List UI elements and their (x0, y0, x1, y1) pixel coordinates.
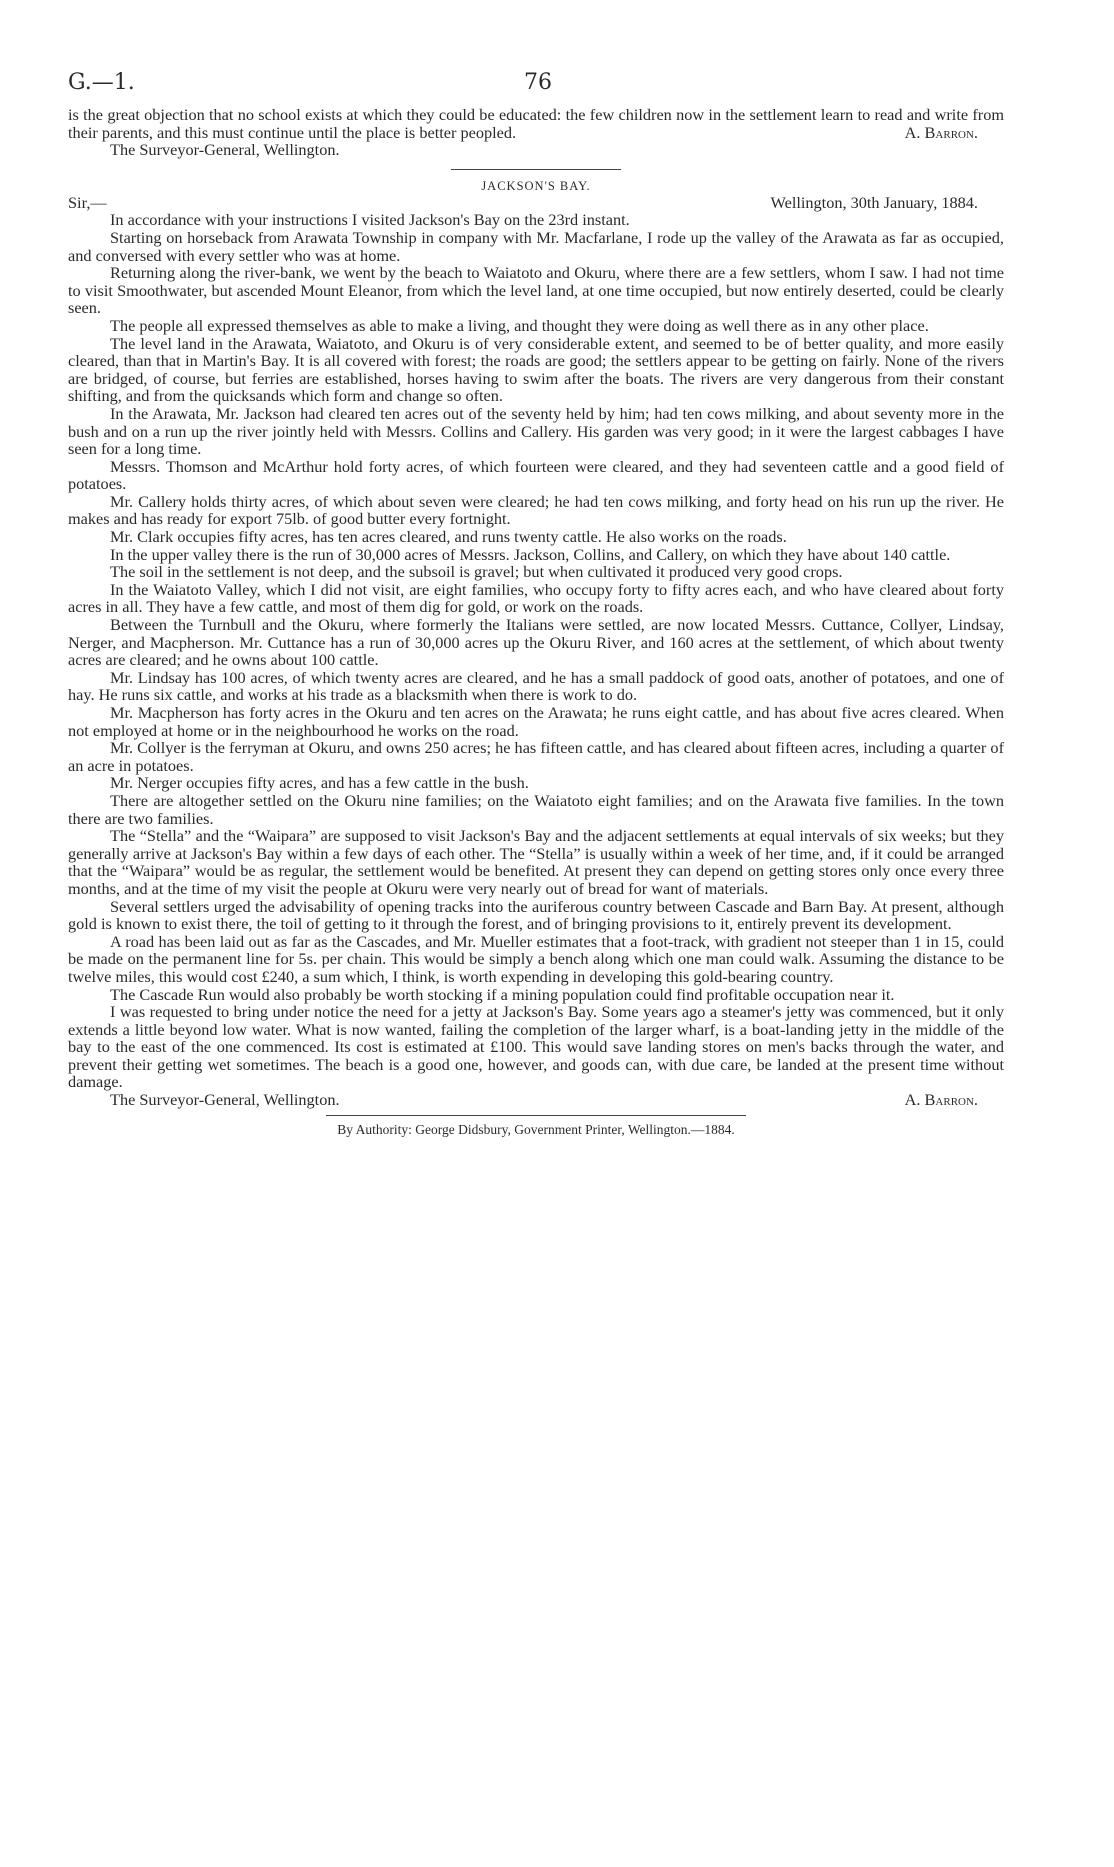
printer-imprint: By Authority: George Didsbury, Government Printer, Wellington.—1884. (337, 1121, 735, 1137)
salutation-row (68, 194, 1004, 212)
letter-closing-row (68, 1091, 1004, 1109)
paragraph-17: Mr. Nerger occupies fifty acres, and has a few cattle in the bush. (110, 773, 529, 793)
paragraph-9: Mr. Clark occupies fifty acres, has ten acres cleared, and runs twenty cattle. He also works on the roads. (110, 527, 787, 547)
paragraph-5: The level land in the Arawata, Waiatoto, and Okuru is of very considerable extent, and seemed to be of better quality, and more easily cleared, than that in Martin's Bay. It is all covered with forest; the roads are good; the settlers appear to be getting on fairly. None of the rivers are bridged, of course, but ferries are established, horses having to swim after the boats. The rivers are very dangerous from their constant shifting, and from the quicksands which form and change so often. (68, 333, 1004, 406)
previous-letter-addressee: The Surveyor-General, Wellington. (110, 140, 340, 160)
page-number: 76 (524, 70, 552, 95)
salutation: Sir,— (68, 192, 107, 212)
paragraph-7: Messrs. Thomson and McArthur hold forty acres, of which fourteen were cleared, and they had seventeen cattle and a good field of potatoes. (68, 456, 1004, 494)
paragraph-19: The “Stella” and the “Waipara” are supposed to visit Jackson's Bay and the adjacent settlements at equal intervals of six weeks; but they generally arrive at Jackson's Bay within a few days of each other. The “Stella” is usually within a week of her time, and, if it could be arranged that the “Waipara” would be as regular, the settlement would be benefited. At present they can depend on getting stores only once every three months, and at the time of my visit the people at Okuru were very nearly out of bread for want of materials. (68, 826, 1004, 898)
place-date: Wellington, 30th January, 1884. (770, 192, 978, 212)
paragraph-15: Mr. Macpherson has forty acres in the Okuru and ten acres on the Arawata; he runs eight cattle, and has about five acres cleared. When not employed at home or in the neighbourhood he works on the road. (68, 703, 1004, 740)
paragraph-12: In the Waiatoto Valley, which I did not visit, are eight families, who occupy forty to fifty acres each, and who have cleared about forty acres in all. They have a few cattle, and most of them dig for gold, or work on the roads. (68, 579, 1004, 617)
paragraph-1: In accordance with your instructions I visited Jackson's Bay on the 23rd instant. (110, 210, 630, 230)
paragraph-11: The soil in the settlement is not deep, and the subsoil is gravel; but when cultivated it produced very good crops. (110, 562, 843, 582)
paragraph-13: Between the Turnbull and the Okuru, where formerly the Italians were settled, are now located Messrs. Cuttance, Collyer, Lindsay, Nerger, and Macpherson. Mr. Cuttance has a run of 30,000 acres up the Okuru River, and 160 acres at the settlement, of which about twenty acres are cleared; and he owns about 100 cattle. (68, 615, 1004, 670)
paragraph-4: The people all expressed themselves as able to make a living, and thought they were doing as well there as in any other place. (110, 315, 929, 335)
letter-addressee: The Surveyor-General, Wellington. (110, 1090, 340, 1110)
paragraph-2: Starting on horseback from Arawata Township in company with Mr. Macfarlane, I rode up the valley of the Arawata as far as occupied, and conversed with every settler who was at home. (68, 227, 1004, 265)
section-divider (451, 169, 621, 170)
letter-signature: A. Barron. (904, 1090, 978, 1110)
paragraph-14: Mr. Lindsay has 100 acres, of which twenty acres are cleared, and he has a small paddock of good oats, another of potatoes, and one of hay. He runs six cattle, and works at his trade as a blacksmith when there is work to do. (68, 667, 1004, 705)
paragraph-21: A road has been laid out as far as the Cascades, and Mr. Mueller estimates that a foot-track, with gradient not steeper than 1 in 15, could be made on the permanent line for 5s. per chain. This would be simply a bench along which one man could walk. Assuming the distance to be twelve miles, this would cost £240, a sum which, I think, is worth expending in developing this gold-bearing country. (68, 931, 1004, 986)
paragraph-20: Several settlers urged the advisability of opening tracks into the auriferous country between Cascade and Barn Bay. At present, although gold is known to exist there, the toil of getting to it through the forest, and of bringing provisions to it, entirely prevent its development. (68, 896, 1004, 934)
previous-letter-signature: A. Barron. (904, 122, 978, 142)
previous-letter-closing: is the great objection that no school exists at which they could be educated: the few children now in the settlement learn to read and write from their parents, and this must continue until the place is better peopled. (68, 105, 1004, 142)
paragraph-6: In the Arawata, Mr. Jackson had cleared ten acres out of the seventy held by him; had ten cows milking, and about seventy more in the bush and on a run up the river jointly held with Messrs. Collins and Callery. His garden was very good; in it were the largest cabbages I have seen for a long time. (68, 403, 1004, 459)
document-page (68, 70, 1004, 1138)
paragraph-3: Returning along the river-bank, we went by the beach to Waiatoto and Okuru, where there are a few settlers, whom I saw. I had not time to visit Smoothwater, but ascended Mount Eleanor, from which the level land, at one time occupied, but now entirely deserted, could be clearly seen. (68, 263, 1004, 318)
paragraph-10: In the upper valley there is the run of 30,000 acres of Messrs. Jackson, Collins, and Callery, on which they have about 140 cattle. (110, 544, 951, 564)
paper-reference: G.—1. (68, 70, 135, 95)
paragraph-23: I was requested to bring under notice the need for a jetty at Jackson's Bay. Some years ago a steamer's jetty was commenced, but it only extends a little beyond low water. What is now wanted, failing the completion of the larger wharf, is a boat-landing jetty in the middle of the bay to the east of the one commenced. Its cost is estimated at £100. This would save landing stores on men's backs through the water, and prevent their getting wet sometimes. The beach is a good one, however, and goods can, with due care, be landed at the present time without damage. (68, 1002, 1004, 1092)
page-header (68, 70, 1004, 106)
body-text (68, 106, 1004, 1116)
section-title: JACKSON'S BAY. (481, 178, 591, 193)
paragraph-22: The Cascade Run would also probably be worth stocking if a mining population could find profitable occupation near it. (110, 984, 895, 1004)
paragraph-8: Mr. Callery holds thirty acres, of which about seven were cleared; he had ten cows milking, and forty head on his run up the river. He makes and has ready for export 75lb. of good butter every fortnight. (68, 491, 1004, 529)
footer-divider (326, 1115, 746, 1116)
paragraph-16: Mr. Collyer is the ferryman at Okuru, and owns 250 acres; he has fifteen cattle, and has cleared about fifteen acres, including a quarter of an acre in potatoes. (68, 738, 1004, 775)
paragraph-18: There are altogether settled on the Okuru nine families; on the Waiatoto eight families; and on the Arawata five families. In the town there are two families. (68, 790, 1004, 828)
